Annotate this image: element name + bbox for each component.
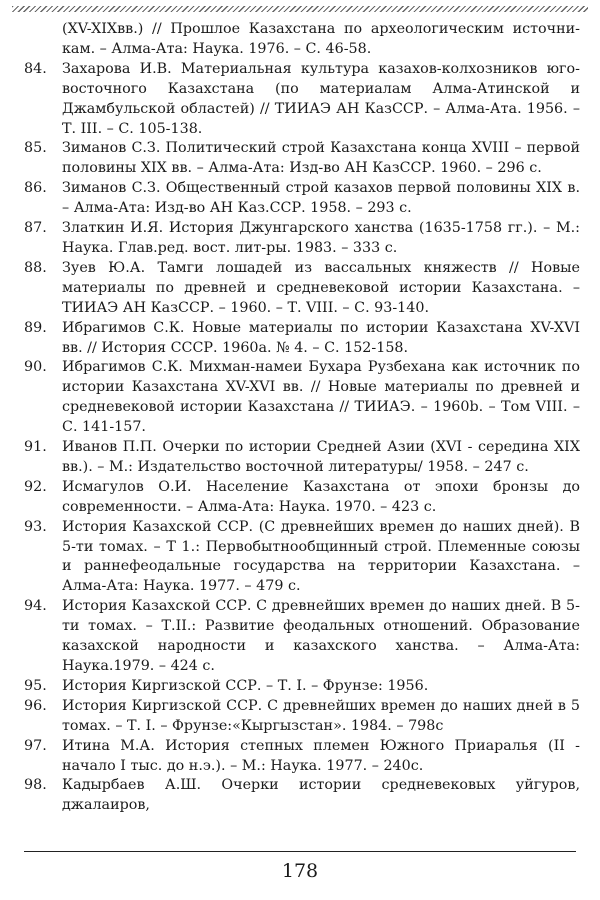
bibliography-entry [24,478,580,518]
entry-number: 95. [24,677,47,694]
entry-number: 88. [24,259,47,276]
entry-text: Зуев Ю.А. Тамги лошадей из вассальных княжеств // Новые материалы по древней и средневековой истории Казахстана. – ТИИАЭ АН КазССР. – 1960. – Т. VIII. – С. 93-140. [62,259,580,316]
entry-text: Златкин И.Я. История Джунгарского ханства (1635-1758 гг.). – М.: Наука. Глав.ред. вост. лит-ры. 1983. – 333 с. [62,220,580,256]
entry-text: История Киргизской ССР. С древнейших времен до наших дней в 5 томах. – Т. I. – Фрунзе:«Кыргызстан». 1984. – 798с [62,697,580,734]
entry-text: История Киргизской ССР. – Т. I. – Фрунзе: 1956. [62,677,429,694]
entry-text: Ибрагимов С.К. Михман-намеи Бухара Рузбехана как источник по истории Казахстана XV-XVI вв. // Новые материалы по древней и средневековой истории Казахстана // ТИИАЭ. – 1960b. – Том VIII. – С. 141-157. [62,359,580,436]
bibliography-entry [24,737,580,777]
bibliography-entry [24,219,580,259]
bibliography-entry [24,20,580,60]
entry-text: Ибрагимов С.К. Новые материалы по истории Казахстана XV-XVI вв. // История СССР. 1960а. № 4. – С. 152-158. [62,319,580,356]
entry-number: 98. [24,777,47,794]
entry-number: 90. [24,359,47,376]
entry-number: 86. [24,180,47,197]
entry-text: История Казахской ССР. (С древнейших времен до наших дней). В 5-ти томах. – Т 1.: Первобытнообщинный строй. Племенные союзы и раннефеодальные государства на территории Казахстана. – Алма-Ата: Наука. 1977. – 479 с. [62,518,580,595]
entry-number: 91. [24,439,47,456]
bibliography-entry [24,677,580,697]
entry-number: 96. [24,697,47,714]
bibliography-entry [24,60,580,140]
entry-text: Иванов П.П. Очерки по истории Средней Азии (XVI - середина XIX вв.). – М.: Издательство восточной литературы/ 1958. – 247 с. [62,439,580,475]
entry-number: 94. [24,598,47,615]
entry-text: Итина М.А. История степных племен Южного Приаралья (II - начало I тыс. до н.э.). – М.: Наука. 1977. – 240с. [62,737,580,774]
footer-divider [24,851,576,852]
bibliography-entry [24,319,580,359]
top-ornament-border [12,6,588,12]
entry-number: 97. [24,737,47,754]
bibliography-list [24,20,580,816]
entry-number: 92. [24,478,47,495]
entry-number: 84. [24,60,47,77]
bibliography-entry [24,139,580,179]
bibliography-entry [24,597,580,677]
bibliography-entry [24,438,580,478]
bibliography-entry [24,776,580,816]
bibliography-entry [24,358,580,438]
entry-text: Захарова И.В. Материальная культура казахов-колхозников юго-восточного Казахстана (по материалам Алма-Атинской и Джамбульской областей) // ТИИАЭ АН КазССР. – Алма-Ата. 1956. – Т. III. – С. 105-138. [62,60,580,137]
entry-number: 93. [24,518,47,535]
entry-number: 89. [24,319,47,336]
entry-text: Зиманов С.З. Общественный строй казахов первой половины XIX в. – Алма-Ата: Изд-во АН Каз.ССР. 1958. – 293 с. [62,180,580,217]
entry-number: 85. [24,140,47,157]
entry-text: История Казахской ССР. С древнейших времен до наших дней. В 5-ти томах. – Т.II.: Развитие феодальных отношений. Образование казахской народности и казахского ханства. – Алма-Ата: Наука.1979. – 424 с. [62,598,580,674]
entry-text: Зиманов С.З. Политический строй Казахстана конца XVIII – первой половины XIX вв. – Алма-Ата: Изд-во АН КазССР. 1960. – 296 с. [62,140,580,177]
entry-number: 87. [24,220,47,237]
bibliography-entry [24,259,580,319]
bibliography-entry [24,518,580,598]
page-number: 178 [281,860,319,882]
bibliography-entry [24,179,580,219]
bibliography-entry [24,697,580,737]
entry-text: (XV-XIXвв.) // Прошлое Казахстана по археологическим источни-кам. – Алма-Ата: Наука. 1976. – С. 46-58. [62,21,580,57]
entry-text: Кадырбаев А.Ш. Очерки истории средневековых уйгуров, джалаиров, [62,777,580,814]
entry-text: Исмагулов О.И. Население Казахстана от эпохи бронзы до современности. – Алма-Ата: Наука. 1970. – 423 с. [62,478,580,515]
